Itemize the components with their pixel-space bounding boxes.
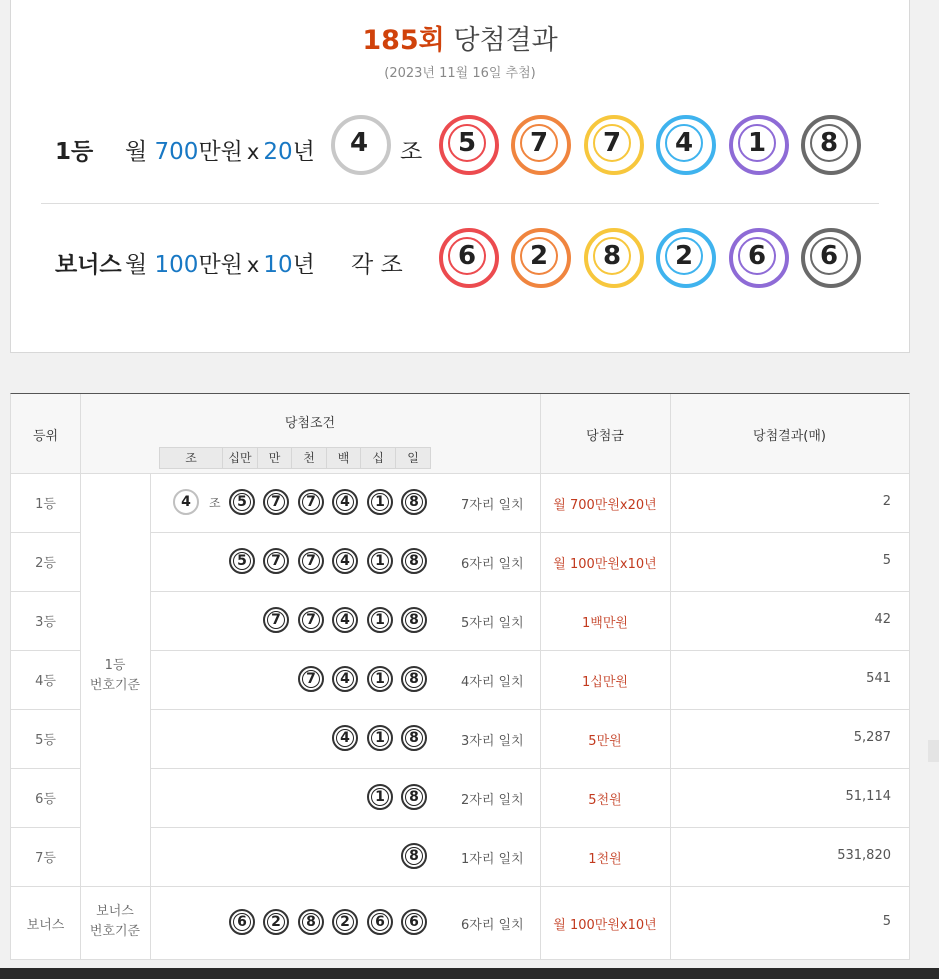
ball-number: 6 xyxy=(738,237,776,275)
ball-number: 6 xyxy=(233,913,251,931)
subheader-cell: 십만 xyxy=(223,448,258,468)
right-gutter xyxy=(908,14,939,968)
table-row xyxy=(11,768,909,827)
rank-cell: 2등 xyxy=(35,556,56,571)
ball xyxy=(332,725,358,751)
ball-number: 8 xyxy=(405,552,423,570)
prize-cell: 1십만원 xyxy=(582,675,628,690)
ball-number: 4 xyxy=(340,124,378,162)
ball-number: 8 xyxy=(810,124,848,162)
round-number: 185회 xyxy=(362,25,445,56)
prize-amount: 700 xyxy=(154,139,199,165)
prize-times: x xyxy=(246,253,260,277)
ball-number: 4 xyxy=(336,729,354,747)
count-cell: 5 xyxy=(882,553,891,568)
ball-number: 7 xyxy=(267,552,285,570)
ball-number: 1 xyxy=(371,493,389,511)
rank-cell: 1등 xyxy=(35,497,56,512)
hero-divider xyxy=(41,203,879,204)
ball-number: 8 xyxy=(405,670,423,688)
hero-bonus-ball-3 xyxy=(584,228,644,288)
ball xyxy=(367,909,393,935)
ball-number: 4 xyxy=(336,552,354,570)
ball xyxy=(367,725,393,751)
ball xyxy=(401,548,427,574)
hero-bonus-ball-1 xyxy=(439,228,499,288)
ball-number: 7 xyxy=(267,493,285,511)
results-table xyxy=(10,393,910,960)
count-cell: 5,287 xyxy=(853,730,891,745)
hero-bonus-ball-6 xyxy=(801,228,861,288)
ball-number: 8 xyxy=(405,493,423,511)
subheader-cell: 백 xyxy=(327,448,361,468)
prize-times: x xyxy=(246,140,260,164)
hero-group-ball xyxy=(331,115,391,175)
ball-number: 6 xyxy=(448,237,486,275)
ball-number: 7 xyxy=(593,124,631,162)
hero-each-group: 각 조 xyxy=(351,252,403,278)
rank-cell: 4등 xyxy=(35,674,56,689)
basis-line: 보너스 xyxy=(96,904,134,919)
count-cell: 51,114 xyxy=(845,789,891,804)
ball-number: 7 xyxy=(302,670,320,688)
header-rank: 등위 xyxy=(32,429,59,444)
count-cell: 541 xyxy=(866,671,891,686)
hero-bonus-row xyxy=(11,228,909,294)
prize-cell: 5천원 xyxy=(588,793,622,808)
ball xyxy=(332,489,358,515)
prize-cell: 월 700만원x20년 xyxy=(553,498,657,513)
scroll-nub[interactable] xyxy=(928,740,939,762)
ball-number: 7 xyxy=(267,611,285,629)
ball-number: 8 xyxy=(405,788,423,806)
subheader-cell: 일 xyxy=(407,451,419,465)
hero-bonus-prize xyxy=(125,246,315,279)
ball-number: 8 xyxy=(405,847,423,865)
hero-bonus-label: 보너스 xyxy=(55,252,122,278)
ball-number: 8 xyxy=(405,729,423,747)
match-cell: 6자리 일치 xyxy=(461,557,524,572)
match-cell: 4자리 일치 xyxy=(461,675,524,690)
rank-cell: 7등 xyxy=(35,851,56,866)
ball xyxy=(298,666,324,692)
subheader-cell: 조 xyxy=(160,448,223,468)
ball-number: 5 xyxy=(233,493,251,511)
ball-number: 2 xyxy=(336,913,354,931)
taskbar xyxy=(0,968,939,979)
draw-date: (2023년 11월 16일 추첨) xyxy=(384,66,536,81)
hero-first-ball-2 xyxy=(511,115,571,175)
prize-amount: 100 xyxy=(154,252,199,278)
ball xyxy=(367,784,393,810)
ball-number: 2 xyxy=(520,237,558,275)
ball xyxy=(263,548,289,574)
subheader-cell: 만 xyxy=(258,448,292,468)
hero-bonus-ball-4 xyxy=(656,228,716,288)
prize-years: 20 xyxy=(263,139,293,165)
ball-number: 6 xyxy=(810,237,848,275)
ball xyxy=(332,909,358,935)
basis-bonus xyxy=(80,902,150,942)
ball-number: 5 xyxy=(448,124,486,162)
ball-number: 6 xyxy=(371,913,389,931)
ball xyxy=(298,607,324,633)
prize-unit: 만원 xyxy=(198,252,243,278)
rank-cell: 5등 xyxy=(35,733,56,748)
ball xyxy=(401,909,427,935)
prize-prefix: 월 xyxy=(125,139,155,165)
ball xyxy=(298,489,324,515)
table-row xyxy=(11,473,909,532)
count-cell: 531,820 xyxy=(837,848,891,863)
ball xyxy=(401,784,427,810)
ball xyxy=(263,909,289,935)
table-row xyxy=(11,591,909,650)
ball xyxy=(229,909,255,935)
ball-number: 7 xyxy=(302,611,320,629)
ball xyxy=(367,666,393,692)
prize-cell: 월 100만원x10년 xyxy=(553,918,657,933)
match-cell: 6자리 일치 xyxy=(461,918,524,933)
hero-first-ball-3 xyxy=(584,115,644,175)
hero-first-ball-4 xyxy=(656,115,716,175)
prize-cell: 월 100만원x10년 xyxy=(553,557,657,572)
match-cell: 1자리 일치 xyxy=(461,852,524,867)
prize-years: 10 xyxy=(263,252,293,278)
hero-bonus-ball-2 xyxy=(511,228,571,288)
ball xyxy=(229,489,255,515)
rank-cell: 3등 xyxy=(35,615,56,630)
table-row xyxy=(11,709,909,768)
prize-cell: 5만원 xyxy=(588,734,622,749)
ball-number: 2 xyxy=(267,913,285,931)
count-cell: 42 xyxy=(874,612,891,627)
prize-prefix: 월 xyxy=(125,252,155,278)
ball xyxy=(332,607,358,633)
title-suffix: 당첨결과 xyxy=(453,25,558,56)
ball-number: 8 xyxy=(405,611,423,629)
ball xyxy=(263,607,289,633)
hero-first-prize-row xyxy=(11,115,909,181)
table-row-bonus xyxy=(11,886,909,959)
hero-bonus-ball-5 xyxy=(729,228,789,288)
hero-first-ball-6 xyxy=(801,115,861,175)
match-cell: 5자리 일치 xyxy=(461,616,524,631)
count-cell: 5 xyxy=(882,914,891,929)
ball-number: 7 xyxy=(520,124,558,162)
header-prize: 당첨금 xyxy=(586,429,624,444)
ball-number: 8 xyxy=(593,237,631,275)
count-cell: 2 xyxy=(882,494,891,509)
rank-cell: 6등 xyxy=(35,792,56,807)
header-result: 당첨결과(매) xyxy=(753,429,826,444)
ball-number: 7 xyxy=(302,493,320,511)
rank-cell: 보너스 xyxy=(26,918,65,933)
ball xyxy=(263,489,289,515)
match-cell: 3자리 일치 xyxy=(461,734,524,749)
ball xyxy=(401,666,427,692)
ball-number: 1 xyxy=(371,670,389,688)
hero-first-ball-1 xyxy=(439,115,499,175)
basis-line: 1등 xyxy=(104,658,126,673)
ball-number: 1 xyxy=(371,729,389,747)
ball-number: 4 xyxy=(665,124,703,162)
basis-line: 번호기준 xyxy=(89,678,141,693)
ball-number: 7 xyxy=(302,552,320,570)
ball-number: 4 xyxy=(336,493,354,511)
ball xyxy=(298,909,324,935)
prize-cell: 1천원 xyxy=(588,852,622,867)
prize-years-unit: 년 xyxy=(292,139,315,165)
ball xyxy=(332,548,358,574)
match-cell: 7자리 일치 xyxy=(461,498,524,513)
group-ball xyxy=(173,489,199,515)
ball xyxy=(367,489,393,515)
ball-number: 2 xyxy=(665,237,703,275)
result-summary-card xyxy=(10,0,910,353)
ball xyxy=(298,548,324,574)
ball xyxy=(367,607,393,633)
prize-unit: 만원 xyxy=(198,139,243,165)
ball xyxy=(229,548,255,574)
hero-first-prize xyxy=(125,133,315,166)
ball-number: 1 xyxy=(738,124,776,162)
prize-cell: 1백만원 xyxy=(582,616,628,631)
ball-number: 5 xyxy=(233,552,251,570)
table-row xyxy=(11,827,909,886)
ball-number: 4 xyxy=(336,611,354,629)
ball-number: 1 xyxy=(371,788,389,806)
ball xyxy=(332,666,358,692)
ball xyxy=(401,607,427,633)
digit-subheader xyxy=(159,447,431,469)
ball-number: 6 xyxy=(405,913,423,931)
ball xyxy=(401,843,427,869)
subheader-cell: 천 xyxy=(292,448,327,468)
ball xyxy=(401,725,427,751)
table-row xyxy=(11,650,909,709)
ball-number: 1 xyxy=(371,611,389,629)
subheader-cell: 십 xyxy=(361,448,396,468)
match-cell: 2자리 일치 xyxy=(461,793,524,808)
hero-first-label: 1등 xyxy=(55,139,94,165)
group-unit: 조 xyxy=(209,496,221,510)
header-condition: 당첨조건 xyxy=(284,416,336,431)
ball xyxy=(367,548,393,574)
page-title xyxy=(11,18,909,57)
basis-line: 번호기준 xyxy=(89,924,141,939)
hero-group-unit: 조 xyxy=(400,139,423,165)
ball xyxy=(401,489,427,515)
prize-years-unit: 년 xyxy=(292,252,315,278)
hero-first-ball-5 xyxy=(729,115,789,175)
ball-number: 8 xyxy=(302,913,320,931)
table-row xyxy=(11,532,909,591)
ball-number: 1 xyxy=(371,552,389,570)
ball-number: 4 xyxy=(336,670,354,688)
ball-number: 4 xyxy=(177,493,195,511)
